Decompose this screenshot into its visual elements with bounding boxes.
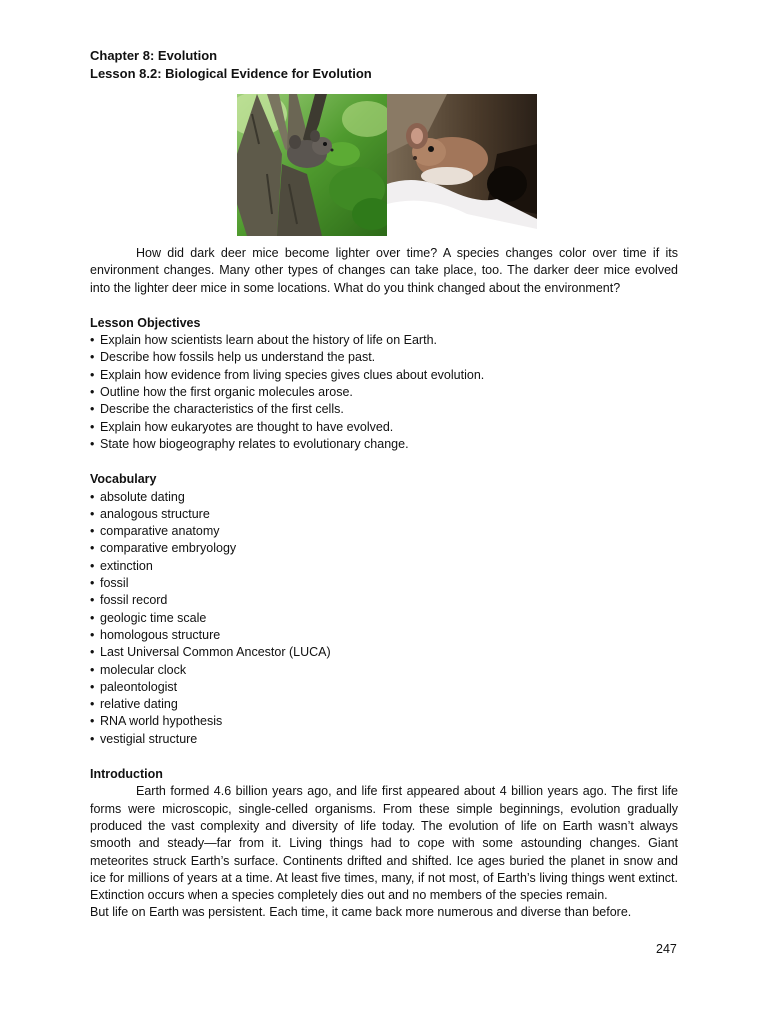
list-item-text: fossil bbox=[100, 576, 129, 591]
lesson-title: Lesson 8.2: Biological Evidence for Evolution bbox=[90, 66, 372, 81]
list-item-text: fossil record bbox=[100, 593, 168, 608]
list-item bbox=[90, 662, 678, 679]
bullet: • bbox=[90, 350, 95, 365]
list-item bbox=[90, 679, 678, 696]
list-item bbox=[90, 592, 678, 609]
list-item-text: Describe how fossils help us understand the past. bbox=[100, 350, 376, 365]
list-item bbox=[90, 436, 678, 453]
list-item-text: relative dating bbox=[100, 697, 178, 712]
list-item bbox=[90, 332, 678, 349]
bullet: • bbox=[90, 576, 95, 591]
bullet: • bbox=[90, 714, 95, 729]
list-item-text: vestigial structure bbox=[100, 731, 198, 746]
light-mouse-photo bbox=[387, 94, 537, 236]
list-item bbox=[90, 575, 678, 592]
bullet: • bbox=[90, 731, 95, 746]
list-item-text: molecular clock bbox=[100, 662, 187, 677]
list-item bbox=[90, 367, 678, 384]
bullet: • bbox=[90, 558, 95, 573]
list-item bbox=[90, 731, 678, 748]
list-item-text: Explain how scientists learn about the history of life on Earth. bbox=[100, 333, 437, 348]
objectives-list bbox=[90, 332, 678, 453]
page-content bbox=[90, 47, 678, 922]
list-item-text: Last Universal Common Ancestor (LUCA) bbox=[100, 645, 331, 660]
introduction-closing: But life on Earth was persistent. Each time, it came back more numerous and diverse than before. bbox=[90, 905, 632, 920]
bullet: • bbox=[90, 610, 95, 625]
intro-paragraph: How did dark deer mice become lighter over time? A species changes color over time if its environment changes. Many other types of changes can take place, too. The darker deer mice evolved into the lighter deer mice in some locations. What do you think changed about the environment? bbox=[90, 246, 678, 295]
list-item bbox=[90, 349, 678, 366]
list-item bbox=[90, 506, 678, 523]
list-item bbox=[90, 401, 678, 418]
list-item bbox=[90, 419, 678, 436]
bullet: • bbox=[90, 645, 95, 660]
list-item-text: paleontologist bbox=[100, 679, 178, 694]
list-item-text: State how biogeography relates to evolutionary change. bbox=[100, 436, 409, 451]
bullet: • bbox=[90, 489, 95, 504]
list-item bbox=[90, 610, 678, 627]
list-item-text: geologic time scale bbox=[100, 610, 207, 625]
bullet: • bbox=[90, 541, 95, 556]
list-item-text: Explain how evidence from living species gives clues about evolution. bbox=[100, 367, 485, 382]
bullet: • bbox=[90, 333, 95, 348]
objectives-heading: Lesson Objectives bbox=[90, 315, 201, 330]
list-item bbox=[90, 540, 678, 557]
list-item-text: analogous structure bbox=[100, 506, 210, 521]
list-item-text: homologous structure bbox=[100, 627, 221, 642]
dark-mouse-photo bbox=[237, 94, 387, 236]
introduction-heading: Introduction bbox=[90, 767, 163, 782]
list-item bbox=[90, 384, 678, 401]
bullet: • bbox=[90, 679, 95, 694]
bullet: • bbox=[90, 506, 95, 521]
list-item bbox=[90, 627, 678, 644]
page-number: 247 bbox=[656, 942, 677, 956]
list-item-text: extinction bbox=[100, 558, 153, 573]
list-item bbox=[90, 713, 678, 730]
vocabulary-list bbox=[90, 489, 678, 748]
bullet: • bbox=[90, 385, 95, 400]
bullet: • bbox=[90, 697, 95, 712]
list-item-text: absolute dating bbox=[100, 489, 185, 504]
bullet: • bbox=[90, 402, 95, 417]
list-item bbox=[90, 558, 678, 575]
list-item bbox=[90, 523, 678, 540]
list-item-text: comparative anatomy bbox=[100, 524, 220, 539]
bullet: • bbox=[90, 627, 95, 642]
list-item-text: RNA world hypothesis bbox=[100, 714, 223, 729]
deer-mice-figure bbox=[237, 94, 539, 236]
bullet: • bbox=[90, 419, 95, 434]
list-item-text: Describe the characteristics of the first cells. bbox=[100, 402, 344, 417]
bullet: • bbox=[90, 436, 95, 451]
bullet: • bbox=[90, 593, 95, 608]
bullet: • bbox=[90, 367, 95, 382]
list-item bbox=[90, 489, 678, 506]
bullet: • bbox=[90, 662, 95, 677]
list-item bbox=[90, 644, 678, 661]
list-item bbox=[90, 696, 678, 713]
vocabulary-heading: Vocabulary bbox=[90, 472, 157, 487]
chapter-title: Chapter 8: Evolution bbox=[90, 48, 218, 63]
list-item-text: Explain how eukaryotes are thought to have evolved. bbox=[100, 419, 394, 434]
introduction-paragraph: Earth formed 4.6 billion years ago, and life first appeared about 4 billion years ago. The first life forms were microscopic, single-celled organisms. From these simple beginnings, evolution gradually produced the vast complexity and diversity of life today. The evolution of life on Earth wasn’t always smooth and steady—far from it. Living things had to cope with some astounding changes. Giant meteorites struck Earth’s surface. Continents drifted and shifted. Ice ages buried the planet in snow and ice for millions of years at a time. At least five times, many, if not most, of Earth’s living things went extinct. Extinction occurs when a species completely dies out and no members of the species remain. bbox=[90, 784, 678, 903]
list-item-text: Outline how the first organic molecules arose. bbox=[100, 385, 353, 400]
bullet: • bbox=[90, 524, 95, 539]
list-item-text: comparative embryology bbox=[100, 541, 237, 556]
